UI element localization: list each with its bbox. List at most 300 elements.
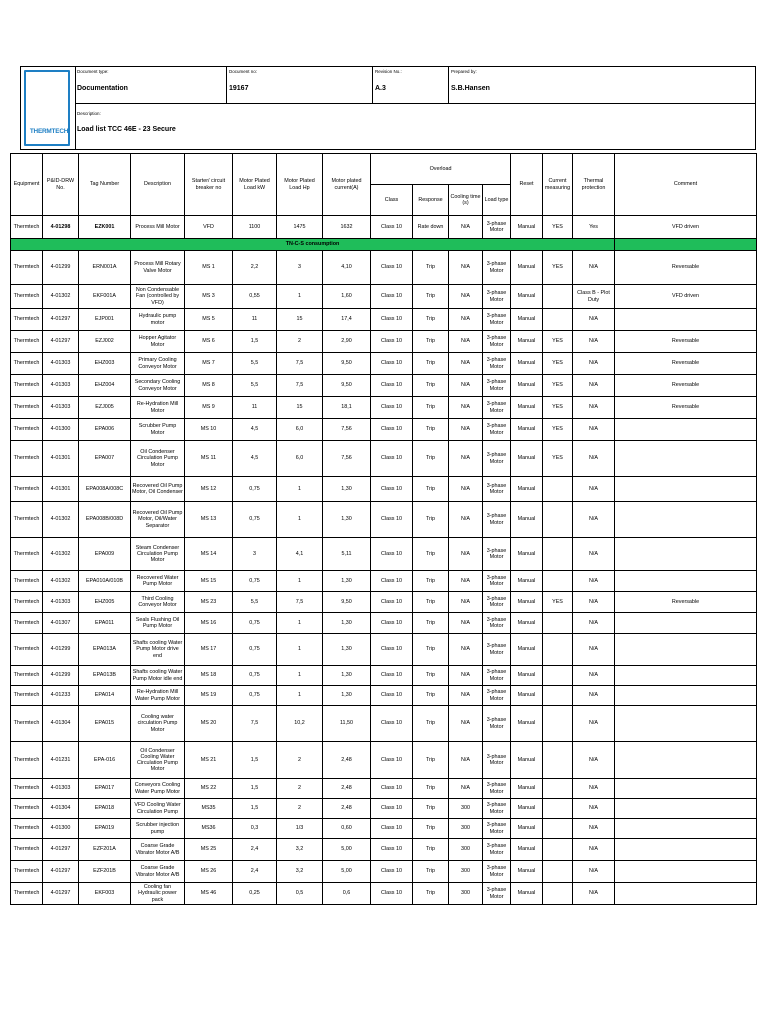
cell: Trip [413, 309, 449, 331]
cell: ERN001A [79, 251, 131, 285]
cell [615, 419, 757, 441]
col-cooling: Cooling time (s) [449, 185, 483, 216]
cell: MS 5 [185, 309, 233, 331]
cell: YES [543, 441, 573, 477]
cell: 4-01298 [43, 216, 79, 239]
cell [543, 861, 573, 883]
cell: 3 [277, 251, 323, 285]
cell: 4,10 [323, 251, 371, 285]
cell: Thermtech [11, 592, 43, 613]
cell [543, 883, 573, 905]
cell [543, 779, 573, 799]
cell: 6,0 [277, 441, 323, 477]
cell: Class 10 [371, 666, 413, 686]
cell: Thermtech [11, 666, 43, 686]
cell: Trip [413, 779, 449, 799]
cell: Trip [413, 571, 449, 592]
cell: N/A [573, 571, 615, 592]
cell: Class 10 [371, 779, 413, 799]
cell: Class 10 [371, 634, 413, 666]
cell: 0,75 [233, 502, 277, 538]
revision-label: Revision No.: [375, 69, 402, 74]
cell: Trip [413, 799, 449, 819]
cell: Thermtech [11, 861, 43, 883]
cell: 0,75 [233, 613, 277, 634]
cell: 5,00 [323, 861, 371, 883]
cell: Trip [413, 666, 449, 686]
cell: EPA008A/008C [79, 477, 131, 502]
cell: Trip [413, 251, 449, 285]
cell: EKF001A [79, 285, 131, 309]
cell: N/A [573, 353, 615, 375]
table-row [11, 571, 757, 592]
cell: Conveyors Cooling Water Pump Motor [131, 779, 185, 799]
cell: EPA019 [79, 819, 131, 839]
col-tag: Tag Number [79, 154, 131, 216]
description-label: Description: [77, 111, 101, 116]
cell: 1,60 [323, 285, 371, 309]
cell: Class 10 [371, 742, 413, 779]
cell: Class 10 [371, 538, 413, 571]
cell: YES [543, 331, 573, 353]
cell: 1 [277, 502, 323, 538]
cell: 3-phase Motor [483, 819, 511, 839]
cell: Trip [413, 592, 449, 613]
cell: 5,5 [233, 353, 277, 375]
cell: 2,90 [323, 331, 371, 353]
cell: 7,56 [323, 441, 371, 477]
cell: N/A [449, 441, 483, 477]
table-row [11, 538, 757, 571]
cell [543, 571, 573, 592]
cell: MS 46 [185, 883, 233, 905]
cell: Thermtech [11, 285, 43, 309]
cell: Trip [413, 538, 449, 571]
cell: Class 10 [371, 309, 413, 331]
cell: Thermtech [11, 883, 43, 905]
cell: 1,30 [323, 613, 371, 634]
cell: Thermtech [11, 216, 43, 239]
cell: 3,2 [277, 839, 323, 861]
cell: Manual [511, 819, 543, 839]
cell: EHZ005 [79, 592, 131, 613]
cell: 2 [277, 742, 323, 779]
cell: 3-phase Motor [483, 477, 511, 502]
cell: Hopper Agitator Motor [131, 331, 185, 353]
cell [615, 571, 757, 592]
cell: EPA014 [79, 686, 131, 706]
cell: Manual [511, 686, 543, 706]
cell: MS35 [185, 799, 233, 819]
cell: N/A [449, 309, 483, 331]
cell: Thermtech [11, 779, 43, 799]
section-label: TN-C-S consumption [11, 239, 615, 251]
cell: Recovered Water Pump Motor [131, 571, 185, 592]
cell: Trip [413, 397, 449, 419]
cell: EHZ004 [79, 375, 131, 397]
cell: EPA015 [79, 706, 131, 742]
cell [615, 538, 757, 571]
cell: N/A [449, 216, 483, 239]
cell: Class 10 [371, 216, 413, 239]
cell: 0,75 [233, 571, 277, 592]
cell: 0,75 [233, 686, 277, 706]
cell: 1632 [323, 216, 371, 239]
cell: 10,2 [277, 706, 323, 742]
cell: 11 [233, 397, 277, 419]
cell [543, 285, 573, 309]
cell: Reversable [615, 592, 757, 613]
table-row [11, 839, 757, 861]
cell: 1,5 [233, 331, 277, 353]
cell: Cooling fan Hydraulic power pack [131, 883, 185, 905]
cell: Re-Hydration Mill Water Pump Motor [131, 686, 185, 706]
cell [615, 477, 757, 502]
cell: Thermtech [11, 706, 43, 742]
cell: MS 13 [185, 502, 233, 538]
cell: N/A [573, 799, 615, 819]
doc-type-cell [75, 67, 227, 104]
cell: Thermtech [11, 613, 43, 634]
col-starter: Starter/ circuit breaker no [185, 154, 233, 216]
cell: Thermtech [11, 634, 43, 666]
table-row [11, 883, 757, 905]
prepared-cell [449, 67, 755, 104]
col-comment: Comment [615, 154, 757, 216]
cell: 0,75 [233, 477, 277, 502]
logo [21, 67, 76, 149]
cell: 3-phase Motor [483, 397, 511, 419]
cell: Trip [413, 613, 449, 634]
cell: MS 26 [185, 861, 233, 883]
cell [615, 799, 757, 819]
cell: MS 8 [185, 375, 233, 397]
cell: Reversable [615, 353, 757, 375]
table-row [11, 285, 757, 309]
cell: Manual [511, 331, 543, 353]
cell: 3-phase Motor [483, 742, 511, 779]
cell: 300 [449, 799, 483, 819]
cell: Trip [413, 477, 449, 502]
cell: Class 10 [371, 353, 413, 375]
cell: N/A [573, 779, 615, 799]
cell: Class 10 [371, 799, 413, 819]
cell [615, 309, 757, 331]
cell: MS 25 [185, 839, 233, 861]
table-row [11, 686, 757, 706]
cell: 2 [277, 331, 323, 353]
cell: 5,11 [323, 538, 371, 571]
cell: Trip [413, 819, 449, 839]
cell: 6,0 [277, 419, 323, 441]
table-row-first [11, 216, 757, 239]
cell: 11 [233, 309, 277, 331]
cell: N/A [573, 502, 615, 538]
cell: Class 10 [371, 419, 413, 441]
cell: 3-phase Motor [483, 706, 511, 742]
cell: 3-phase Motor [483, 251, 511, 285]
cell: N/A [573, 861, 615, 883]
doc-type-value: Documentation [77, 85, 128, 92]
cell [543, 742, 573, 779]
cell: Steam Condenser Circulation Pump Motor [131, 538, 185, 571]
cell: Shafts cooling Water Pump Motor drive end [131, 634, 185, 666]
cell: EPA011 [79, 613, 131, 634]
cell: 4-01297 [43, 309, 79, 331]
cell: 1,30 [323, 666, 371, 686]
cell: YES [543, 397, 573, 419]
cell: 9,50 [323, 375, 371, 397]
table-row [11, 397, 757, 419]
cell: N/A [449, 634, 483, 666]
cell: Trip [413, 502, 449, 538]
cell: 4-01307 [43, 613, 79, 634]
cell: 1100 [233, 216, 277, 239]
cell: 0,55 [233, 285, 277, 309]
cell: 3-phase Motor [483, 216, 511, 239]
cell: N/A [573, 666, 615, 686]
cell: 1475 [277, 216, 323, 239]
cell: 3-phase Motor [483, 285, 511, 309]
cell: Class 10 [371, 251, 413, 285]
cell: EPA008B/008D [79, 502, 131, 538]
col-kw: Motor Plated Load kW [233, 154, 277, 216]
cell: Trip [413, 706, 449, 742]
cell: MS 21 [185, 742, 233, 779]
cell: Scrubber injection pump [131, 819, 185, 839]
table-row [11, 331, 757, 353]
cell: 4-01303 [43, 779, 79, 799]
cell [543, 538, 573, 571]
cell: Cooling water circulation Pump Motor [131, 706, 185, 742]
cell: 4-01300 [43, 419, 79, 441]
cell: 0,75 [233, 666, 277, 686]
cell: Manual [511, 799, 543, 819]
cell: MS 6 [185, 331, 233, 353]
cell: N/A [449, 397, 483, 419]
cell: 1 [277, 634, 323, 666]
cell: Thermtech [11, 397, 43, 419]
cell: N/A [449, 285, 483, 309]
col-equipment: Equipment [11, 154, 43, 216]
cell: 4-01303 [43, 375, 79, 397]
cell: N/A [449, 686, 483, 706]
cell: Secondary Cooling Conveyor Motor [131, 375, 185, 397]
cell: Trip [413, 353, 449, 375]
cell: MS 7 [185, 353, 233, 375]
col-current: Motor plated current(A) [323, 154, 371, 216]
cell: 3-phase Motor [483, 613, 511, 634]
table-row [11, 419, 757, 441]
cell: N/A [573, 397, 615, 419]
cell: Thermtech [11, 799, 43, 819]
cell: Class 10 [371, 706, 413, 742]
cell: 1/3 [277, 819, 323, 839]
cell: Reversable [615, 331, 757, 353]
cell: Thermtech [11, 309, 43, 331]
logo-text: THERMTECH [29, 128, 69, 135]
cell: Manual [511, 666, 543, 686]
cell: 3-phase Motor [483, 861, 511, 883]
cell [615, 502, 757, 538]
cell: YES [543, 251, 573, 285]
cell: Coarse Grade Vibrator Motor A/B [131, 839, 185, 861]
cell: 3-phase Motor [483, 634, 511, 666]
cell: N/A [449, 613, 483, 634]
cell: Class B - Plot Duty [573, 285, 615, 309]
cell: N/A [449, 666, 483, 686]
cell: Trip [413, 441, 449, 477]
cell: N/A [573, 592, 615, 613]
cell: EZF201B [79, 861, 131, 883]
cell: MS 20 [185, 706, 233, 742]
cell: N/A [573, 441, 615, 477]
table-row [11, 353, 757, 375]
cell: Trip [413, 839, 449, 861]
cell: Manual [511, 883, 543, 905]
cell: 3-phase Motor [483, 571, 511, 592]
cell: Class 10 [371, 613, 413, 634]
cell: Reversable [615, 375, 757, 397]
cell: N/A [449, 592, 483, 613]
cell: Yes [573, 216, 615, 239]
cell: EPA-016 [79, 742, 131, 779]
cell: 1 [277, 613, 323, 634]
cell: 2,2 [233, 251, 277, 285]
cell: 1,30 [323, 477, 371, 502]
cell [543, 613, 573, 634]
cell: YES [543, 592, 573, 613]
cell: MS 12 [185, 477, 233, 502]
cell: MS36 [185, 819, 233, 839]
cell: N/A [573, 419, 615, 441]
cell [615, 742, 757, 779]
cell: EPA006 [79, 419, 131, 441]
cell [543, 634, 573, 666]
cell: 3-phase Motor [483, 441, 511, 477]
table-row [11, 613, 757, 634]
cell: 4-01302 [43, 285, 79, 309]
cell: Manual [511, 779, 543, 799]
cell: N/A [573, 839, 615, 861]
cell: Manual [511, 477, 543, 502]
cell: Rate down [413, 216, 449, 239]
cell: 4-01300 [43, 819, 79, 839]
cell: Thermtech [11, 331, 43, 353]
cell: 3-phase Motor [483, 883, 511, 905]
cell: 1 [277, 666, 323, 686]
doc-type-label: Document type: [77, 69, 109, 74]
cell: N/A [449, 571, 483, 592]
cell: Class 10 [371, 592, 413, 613]
cell: YES [543, 419, 573, 441]
doc-no-value: 19167 [229, 85, 249, 92]
cell: 4,5 [233, 441, 277, 477]
cell: Thermtech [11, 686, 43, 706]
cell: VFD [185, 216, 233, 239]
cell: Scrubber Pump Motor [131, 419, 185, 441]
cell: EHZ003 [79, 353, 131, 375]
cell: 5,5 [233, 592, 277, 613]
cell [543, 477, 573, 502]
cell [543, 819, 573, 839]
cell: Manual [511, 706, 543, 742]
col-reset: Reset [511, 154, 543, 216]
cell: MS 3 [185, 285, 233, 309]
cell: N/A [573, 686, 615, 706]
cell: 3-phase Motor [483, 502, 511, 538]
cell: Class 10 [371, 571, 413, 592]
cell: 9,50 [323, 592, 371, 613]
cell: N/A [449, 502, 483, 538]
col-thermal: Thermal protection [573, 154, 615, 216]
col-hp: Motor Plated Load Hp [277, 154, 323, 216]
cell: 1,5 [233, 779, 277, 799]
cell: YES [543, 353, 573, 375]
col-measuring: Current measuring [543, 154, 573, 216]
cell: 3-phase Motor [483, 375, 511, 397]
cell [543, 309, 573, 331]
cell: 9,50 [323, 353, 371, 375]
cell: 7,56 [323, 419, 371, 441]
cell: 4-01303 [43, 353, 79, 375]
col-class: Class [371, 185, 413, 216]
cell: VFD Cooling Water Circulation Pump [131, 799, 185, 819]
revision-cell [373, 67, 449, 104]
cell: Thermtech [11, 839, 43, 861]
cell: N/A [449, 331, 483, 353]
cell: Trip [413, 331, 449, 353]
table-row [11, 742, 757, 779]
cell: Oil Condenser Cooling Water Circulation Pump Motor [131, 742, 185, 779]
section-row [11, 239, 757, 251]
cell: 2,4 [233, 861, 277, 883]
cell: Class 10 [371, 441, 413, 477]
cell [615, 861, 757, 883]
cell: 1 [277, 285, 323, 309]
cell: Trip [413, 742, 449, 779]
cell: MS 19 [185, 686, 233, 706]
cell: 1,5 [233, 799, 277, 819]
cell: 4-01299 [43, 251, 79, 285]
cell: Thermtech [11, 538, 43, 571]
cell: Hydraulic pump motor [131, 309, 185, 331]
cell: N/A [573, 613, 615, 634]
cell: 300 [449, 861, 483, 883]
cell: Class 10 [371, 397, 413, 419]
cell: EPA018 [79, 799, 131, 819]
col-response: Response [413, 185, 449, 216]
cell: MS 17 [185, 634, 233, 666]
description-value: Load list TCC 46E - 23 Secure [77, 126, 176, 133]
cell: Manual [511, 353, 543, 375]
cell: 1,30 [323, 571, 371, 592]
table-row [11, 592, 757, 613]
table-row [11, 502, 757, 538]
cell: Class 10 [371, 502, 413, 538]
cell: MS 14 [185, 538, 233, 571]
cell: Manual [511, 251, 543, 285]
cell: 3,2 [277, 861, 323, 883]
cell: 4-01299 [43, 666, 79, 686]
cell: 3-phase Motor [483, 592, 511, 613]
cell: Manual [511, 419, 543, 441]
cell [615, 441, 757, 477]
cell: Thermtech [11, 375, 43, 397]
cell: YES [543, 216, 573, 239]
cell: Thermtech [11, 571, 43, 592]
cell: 3-phase Motor [483, 839, 511, 861]
